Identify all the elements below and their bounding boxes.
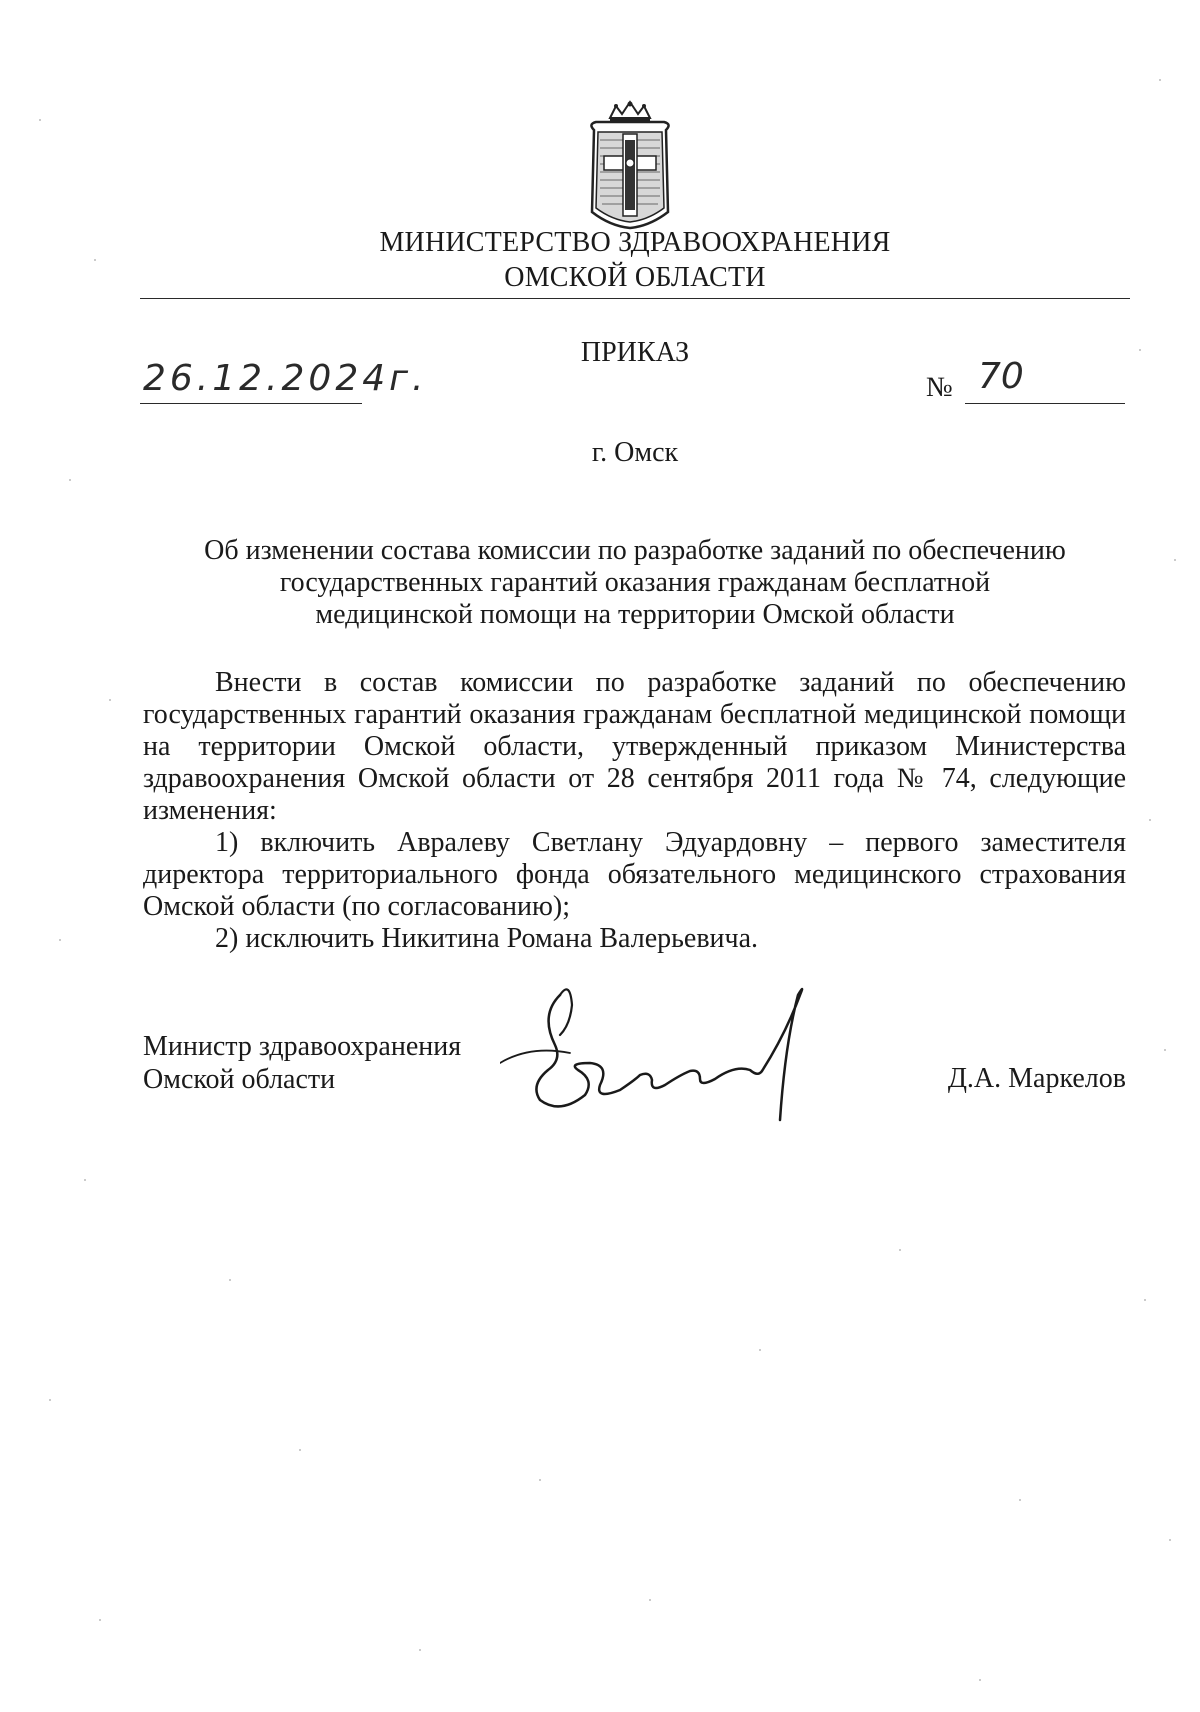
subject-line: Об изменении состава комиссии по разработке заданий по обеспечению [204,535,1066,566]
order-subject [140,535,1130,631]
body-item-2: 2) исключить Никитина Романа Валерьевича. [215,923,759,954]
date-underline [140,403,362,404]
omsk-coat-of-arms-icon [580,100,680,230]
signer-position-line1: Министр здравоохранения [143,1031,462,1062]
signer-position-line2: Омской области [143,1064,336,1095]
signer-name: Д.А. Маркелов [947,1063,1126,1094]
number-sign: № [926,372,953,403]
order-number: 70 [978,356,1024,397]
signer-position [143,1030,461,1096]
order-body [143,667,1126,955]
issue-city: г. Омск [591,437,679,468]
ministry-name-line1: МИНИСТЕРСТВО ЗДРАВООХРАНЕНИЯ [379,227,891,258]
body-intro: Внести в состав комиссии по разработке заданий по обеспечению государственных гарантий оказания гражданам бесплатной медицинской помощи на территории Омской области, утвержденный приказом Министерства здравоохранения Омской области от 28 сентября 2011 года № 74, следующие изменения: [143,667,1126,826]
subject-line: государственных гарантий оказания гражданам бесплатной [279,567,991,598]
ministry-name-line2: ОМСКОЙ ОБЛАСТИ [504,262,766,293]
order-date: 26.12.2024г. [143,358,428,399]
document-type-title: ПРИКАЗ [580,337,690,368]
subject-line: медицинской помощи на территории Омской области [315,599,955,630]
body-item-1: 1) включить Авралеву Светлану Эдуардовну – первого заместителя директора территориального фонда обязательного медицинского страхования Омской области (по согласованию); [143,827,1126,922]
number-underline [965,403,1125,404]
header-divider [140,298,1130,299]
handwritten-signature-icon [500,975,860,1125]
